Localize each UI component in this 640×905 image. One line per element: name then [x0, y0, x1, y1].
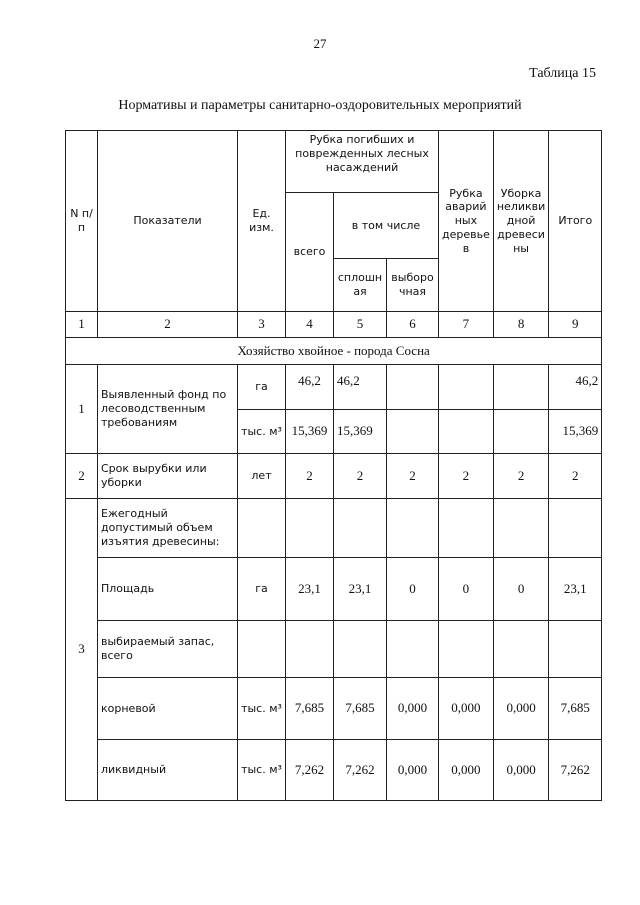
- row-label: Ежегодный допустимый объем изъятия древесины:: [98, 499, 238, 558]
- value-cell: [493, 410, 548, 454]
- col-number: 1: [66, 312, 98, 338]
- row-label: выбираемый запас, всего: [98, 621, 238, 678]
- value-cell: 46,2: [549, 365, 602, 410]
- row-label: Срок вырубки или уборки: [98, 454, 238, 499]
- header-indicators: Показатели: [98, 131, 238, 312]
- col-number: 4: [286, 312, 334, 338]
- value-cell: 2: [439, 454, 494, 499]
- value-cell: [387, 365, 439, 410]
- unit-cell: тыс. м³: [238, 410, 286, 454]
- col-number: 9: [549, 312, 602, 338]
- unit-cell: га: [238, 558, 286, 621]
- row-label: ликвидный: [98, 740, 238, 801]
- norms-table: [65, 130, 602, 801]
- value-cell: 46,2: [334, 365, 387, 410]
- value-cell: 7,262: [334, 740, 387, 801]
- table-number: Таблица 15: [529, 66, 596, 81]
- header-rubka-dead: Рубка погибших и поврежденных лесных насаждений: [286, 131, 439, 193]
- unit-cell: га: [238, 365, 286, 410]
- header-rubka-avar: Рубка аварий ных деревье в: [439, 131, 494, 312]
- header-sploshnaya: сплошн ая: [334, 259, 387, 312]
- row-number: 1: [66, 365, 98, 454]
- value-cell: 7,685: [549, 678, 602, 740]
- value-cell: 7,262: [549, 740, 602, 801]
- value-cell: 7,685: [334, 678, 387, 740]
- header-itogo: Итого: [549, 131, 602, 312]
- value-cell: 23,1: [334, 558, 387, 621]
- unit-cell: тыс. м³: [238, 678, 286, 740]
- col-number: 6: [387, 312, 439, 338]
- section-title: Хозяйство хвойное - порода Сосна: [66, 338, 602, 365]
- value-cell: 23,1: [549, 558, 602, 621]
- value-cell: 0: [439, 558, 494, 621]
- value-cell: 2: [493, 454, 548, 499]
- header-num: N п/п: [66, 131, 98, 312]
- value-cell: [493, 365, 548, 410]
- value-cell: 46,2: [286, 365, 334, 410]
- col-number: 8: [493, 312, 548, 338]
- row-label: Выявленный фонд по лесоводственным требованиям: [98, 365, 238, 454]
- value-cell: 0: [387, 558, 439, 621]
- row-label: Площадь: [98, 558, 238, 621]
- value-cell: 0,000: [387, 678, 439, 740]
- header-incl: в том числе: [334, 193, 439, 259]
- page-number: 27: [313, 36, 327, 51]
- value-cell: [439, 410, 494, 454]
- value-cell: 15,369: [549, 410, 602, 454]
- value-cell: 2: [334, 454, 387, 499]
- value-cell: 0,000: [439, 678, 494, 740]
- value-cell: 15,369: [334, 410, 387, 454]
- value-cell: 15,369: [286, 410, 334, 454]
- value-cell: 0,000: [387, 740, 439, 801]
- table-caption: Нормативы и параметры санитарно-оздоровительных мероприятий: [118, 98, 522, 113]
- value-cell: 0: [493, 558, 548, 621]
- value-cell: 2: [387, 454, 439, 499]
- value-cell: [387, 410, 439, 454]
- header-uborka: Уборка неликви дной древеси ны: [493, 131, 548, 312]
- value-cell: 2: [286, 454, 334, 499]
- value-cell: 2: [549, 454, 602, 499]
- col-number: 7: [439, 312, 494, 338]
- row-number: 3: [66, 499, 98, 801]
- row-number: 2: [66, 454, 98, 499]
- header-unit: Ед. изм.: [238, 131, 286, 312]
- col-number: 3: [238, 312, 286, 338]
- unit-cell: тыс. м³: [238, 740, 286, 801]
- value-cell: 7,685: [286, 678, 334, 740]
- col-number: 2: [98, 312, 238, 338]
- header-vyborochnaya: выборо чная: [387, 259, 439, 312]
- unit-cell: лет: [238, 454, 286, 499]
- value-cell: 7,262: [286, 740, 334, 801]
- value-cell: 0,000: [493, 678, 548, 740]
- row-label: корневой: [98, 678, 238, 740]
- value-cell: [439, 365, 494, 410]
- value-cell: 0,000: [439, 740, 494, 801]
- header-vsego: всего: [286, 193, 334, 312]
- value-cell: 23,1: [286, 558, 334, 621]
- col-number: 5: [334, 312, 387, 338]
- value-cell: 0,000: [493, 740, 548, 801]
